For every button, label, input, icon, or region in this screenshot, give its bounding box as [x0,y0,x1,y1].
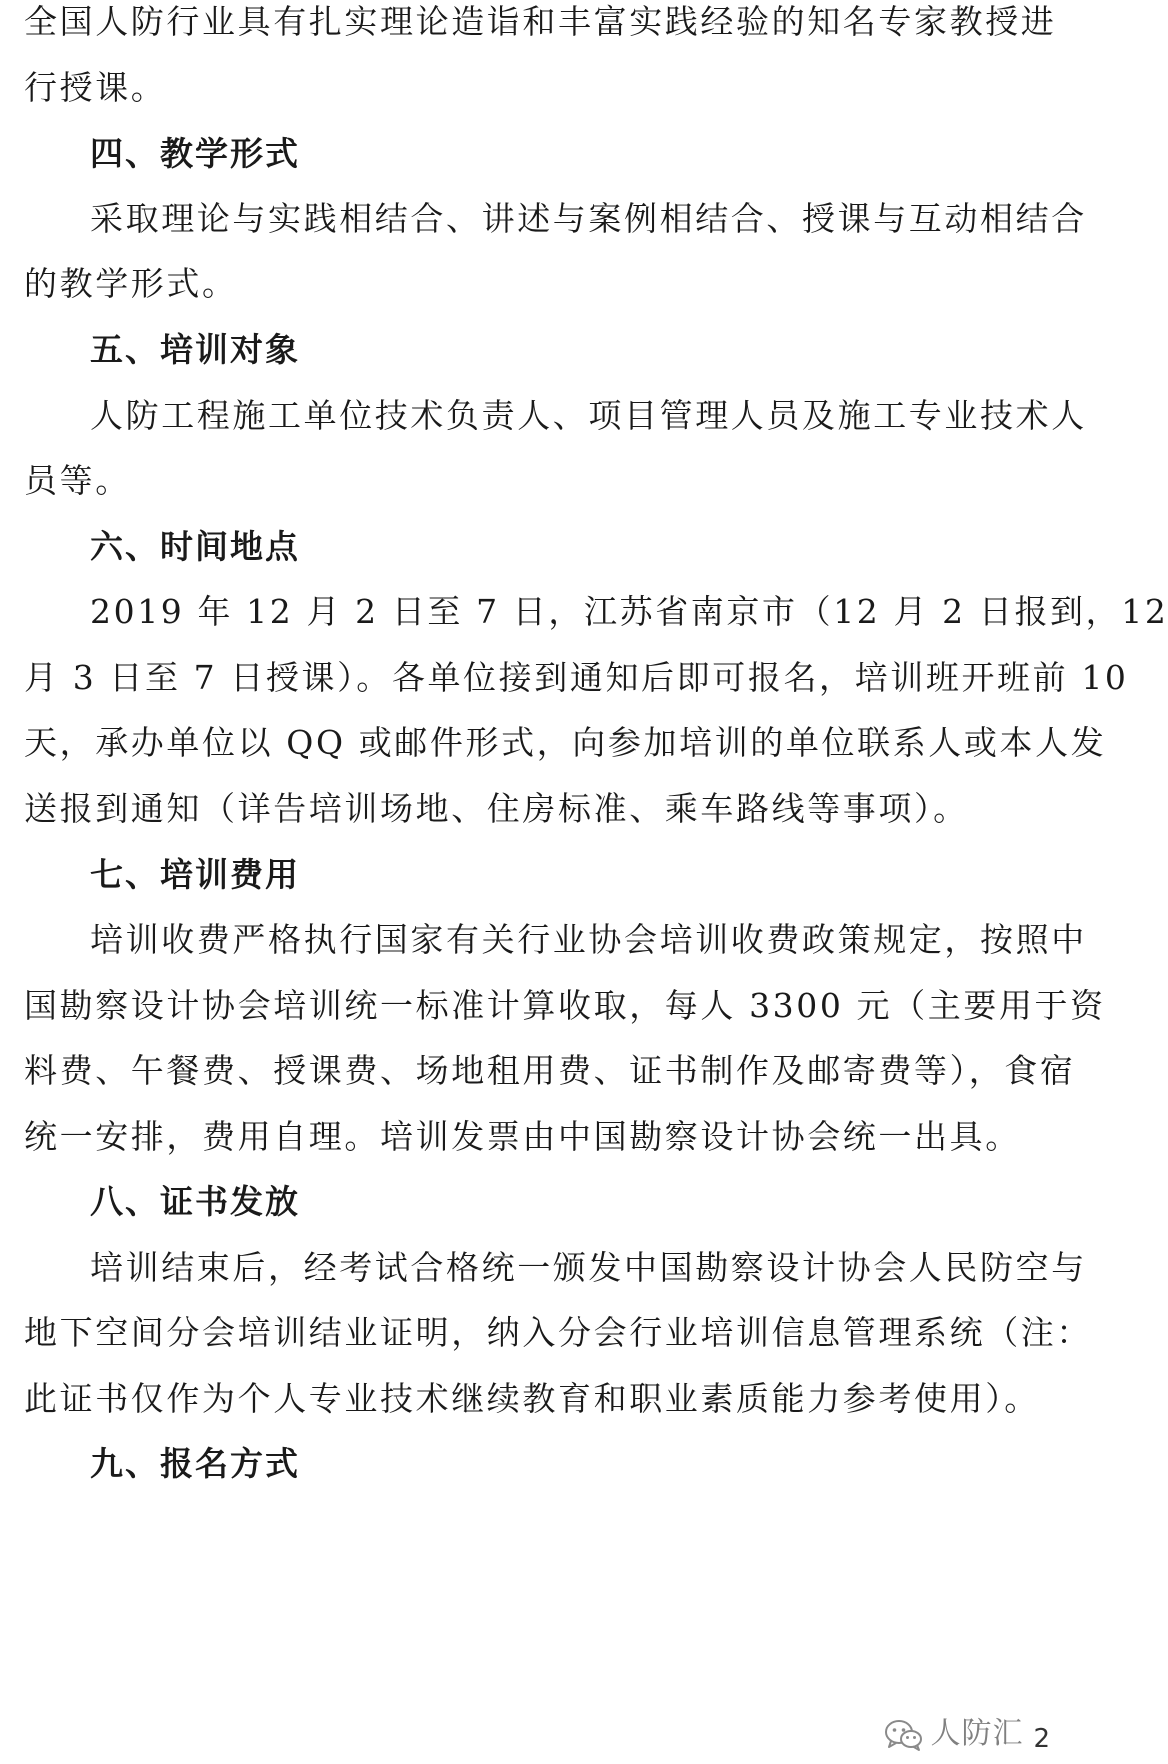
paragraph-line: 统一安排，费用自理。培训发票由中国勘察设计协会统一出具。 [24,1117,1021,1156]
paragraph-line: 地下空间分会培训结业证明，纳入分会行业培训信息管理系统（注： [24,1313,1092,1352]
section-heading-registration: 九、报名方式 [90,1444,300,1483]
paragraph-line: 培训收费严格执行国家有关行业协会培训收费政策规定，按照中 [90,920,1087,959]
watermark-text: 人防汇 [930,1716,1024,1751]
paragraph-line: 料费、午餐费、授课费、场地租用费、证书制作及邮寄费等），食宿 [24,1051,1076,1090]
paragraph-line: 培训结束后，经考试合格统一颁发中国勘察设计协会人民防空与 [90,1248,1087,1287]
section-heading-training-target: 五、培训对象 [90,330,300,369]
paragraph-line: 人防工程施工单位技术负责人、项目管理人员及施工专业技术人 [90,396,1087,435]
page-number: 2 [1033,1724,1050,1754]
section-heading-certificate: 八、证书发放 [90,1182,300,1221]
wechat-icon [884,1718,924,1752]
paragraph-line: 此证书仅作为个人专业技术继续教育和职业素质能力参考使用）。 [24,1379,1040,1418]
paragraph-line: 2019 年 12 月 2 日至 7 日，江苏省南京市（12 月 2 日报到，12 [90,592,1168,631]
section-heading-teaching-format: 四、教学形式 [90,134,300,173]
paragraph-line: 天，承办单位以 QQ 或邮件形式，向参加培训的单位联系人或本人发 [24,723,1107,762]
paragraph-line: 全国人防行业具有扎实理论造诣和丰富实践经验的知名专家教授进 [24,2,1057,41]
paragraph-line: 员等。 [24,461,131,500]
paragraph-line: 采取理论与实践相结合、讲述与案例相结合、授课与互动相结合 [90,199,1087,238]
paragraph-line: 月 3 日至 7 日授课）。各单位接到通知后即可报名，培训班开班前 10 [24,658,1129,697]
watermark [884,1716,1050,1752]
section-heading-training-fee: 七、培训费用 [90,855,300,894]
paragraph-line: 的教学形式。 [24,264,238,303]
section-heading-time-place: 六、时间地点 [90,527,300,566]
paragraph-line: 行授课。 [24,68,167,107]
paragraph-line: 国勘察设计协会培训统一标准计算收取，每人 3300 元（主要用于资 [24,986,1106,1025]
paragraph-line: 送报到通知（详告培训场地、住房标准、乘车路线等事项）。 [24,789,969,828]
